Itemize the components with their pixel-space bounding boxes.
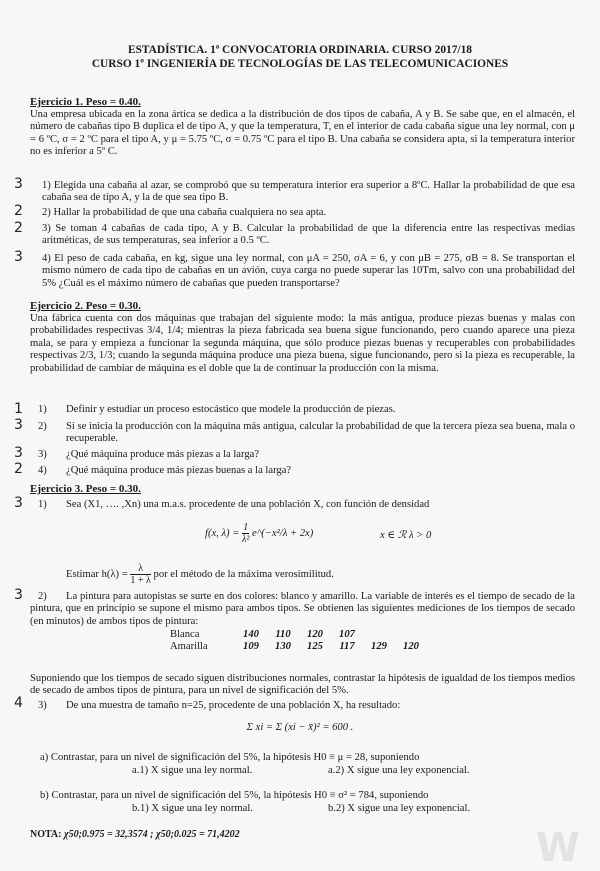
exercise-1-question-4: 4) El peso de cada cabaña, en kg, sigue una ley normal, con μA = 250, σA = 6, y con μB = 275, σB = 8. Se transportan el mismo número de cada tipo de cabañas en un avión, cuya carga no puede superar las 10Tm, salvo con una probabilidad del 5% ¿Cuál es el máximo número de cabañas que pueden transportarse? [42, 253, 575, 289]
note-values: χ50;0.975 = 32,3574 ; χ50;0.025 = 71,4202 [63, 829, 240, 840]
table-cell: 120 [307, 629, 323, 640]
grade-mark: 4 [14, 695, 23, 711]
density-fraction [242, 522, 249, 545]
exercise-1-question-1: 1) Elegida una cabaña al azar, se comprobó que su temperatura interior era superior a 8ºC. Hallar la probabilidad de que esa cabaña sea de tipo A, y la de que sea tipo B. [42, 180, 575, 204]
exercise-2-question-4: ¿Qué máquina produce más piezas buenas a la larga? [66, 465, 292, 476]
exercise-2-question-1: Definir y estudiar un proceso estocástico que modele la producción de piezas. [66, 404, 396, 415]
density-domain: x ∈ ℛ λ > 0 [380, 530, 432, 541]
amarilla-label: Amarilla [170, 641, 208, 653]
exercise-3-part-b1: b.1) X sigue una ley normal. [132, 803, 253, 814]
table-cell: 129 [371, 641, 387, 653]
table-row [170, 629, 430, 641]
exercise-2-question-3: ¿Qué máquina produce más piezas a la larga? [66, 449, 260, 460]
exercise-1-question-2: 2) Hallar la probabilidad de que una cabaña cualquiera no sea apta. [42, 207, 327, 218]
table-cell: 120 [403, 641, 419, 653]
exercise-3-q3-number: 3) [38, 700, 47, 711]
table-cell: 117 [339, 641, 355, 653]
table-cell: 110 [275, 629, 291, 640]
exercise-3-question-2: La pintura para autopistas se surte en dos colores: blanco y amarillo. La variable de interés es el tiempo de secado de la pintura, que en principio se supone el mismo para ambos tipos. Se obtienen las siguientes mediciones de los tiempos de secado (en minutos) de ambos tipos de pintura: [30, 591, 575, 627]
exercise-3-title: Ejercicio 3. Peso = 0.30. [30, 483, 141, 495]
exercise-1-question-3: 3) Se toman 4 cabañas de cada tipo, A y B. Calcular la probabilidad de que la diferencia entre las respectivas medias aritméticas, de sus temperaturas, sea inferior a 0.5 ºC. [42, 223, 575, 247]
exercise-1-intro: Una empresa ubicada en la zona ártica se dedica a la distribución de dos tipos de cabaña, A y B. Se sabe que, en el almacén, el número de cabañas tipo B duplica el de tipo A, y que la temperatura, T, en el interior de cada cabaña sigue una ley normal, con μ = 6 ºC, σ = 2 ºC para el tipo A, y μ = 5.75 ºC, σ = 0.75 ºC para el tipo B. Una cabaña se considera apta, si la temperatura interior no es inferior a 5º C. [30, 109, 575, 158]
estimate-line [66, 563, 334, 586]
table-cell: 125 [307, 641, 323, 653]
exercise-3-part-a2: a.2) X sigue una ley exponencial. [328, 765, 470, 776]
exercise-3-question-3: De una muestra de tamaño n=25, procedente de una población X, ha resultado: [66, 700, 401, 711]
table-cell: 140 [243, 629, 259, 640]
sums-formula: Σ xi = Σ (xi − x̄)² = 600 . [246, 722, 354, 733]
table-cell: 107 [339, 629, 355, 640]
exercise-2-intro: Una fábrica cuenta con dos máquinas que trabajan del siguiente modo: la más antigua, produce piezas buenas y malas con probabilidades respectivas 3/4, 1/4; mientras la pieza fabricada sea buena sigue funcionando, pero cuando aparece una pieza mala, se para y empieza a funcionar la segunda máquina, que sólo produce piezas buenas y recuperables con probabilidades respectivas 2/3, 1/3; cuando la segunda máquina produce una pieza buena, sigue funcionando, pero si la pieza es recuperable, la probabilidad de cambiar de máquina es el doble que la de continuar la producción con la misma. [30, 313, 575, 374]
estimate-denominator: 1 + λ [130, 575, 151, 586]
estimate-prefix: Estimar h(λ) = [66, 568, 128, 580]
header-title-1: ESTADÍSTICA. 1ª CONVOCATORIA ORDINARIA. CURSO 2017/18 [127, 44, 472, 56]
grade-mark: 2 [14, 461, 23, 477]
density-exponential: e^(−x²/λ + 2x) [252, 527, 314, 539]
table-cell [366, 629, 398, 641]
exercise-3-question-1: Sea (X1, …. ,Xn) una m.a.s. procedente de una población X, con función de densidad [66, 499, 430, 510]
exercise-2-title: Ejercicio 2. Peso = 0.30. [30, 300, 141, 312]
table-cell [398, 629, 430, 641]
exercise-3-part-a: a) Contrastar, para un nivel de significación del 5%, la hipótesis H0 ≡ μ = 28, suponiendo [40, 752, 420, 763]
exercise-3-q1-number: 1) [38, 499, 47, 510]
density-formula [205, 522, 313, 545]
grade-mark: 3 [14, 176, 23, 192]
density-denominator: λ² [242, 534, 250, 545]
exercise-3-part-b: b) Contrastar, para un nivel de significación del 5%, la hipótesis H0 ≡ σ² = 784, suponiendo [40, 790, 429, 801]
drying-times-table [170, 629, 430, 654]
grade-mark: 3 [14, 249, 23, 265]
blanca-label: Blanca [170, 629, 200, 640]
grade-mark: 1 [14, 401, 23, 417]
grade-mark: 2 [14, 203, 23, 219]
exercise-3-question-2-conclusion: Suponiendo que los tiempos de secado siguen distribuciones normales, contrastar la hipótesis de igualdad de los tiempos medios de secado de ambos tipos de pintura, para un nivel de significación del 5%. [30, 673, 575, 697]
estimate-suffix: por el método de la máxima verosimilitud. [153, 568, 334, 580]
grade-mark: 3 [14, 417, 23, 433]
table-row [170, 641, 430, 653]
grade-mark: 3 [14, 445, 23, 461]
header-title-2: CURSO 1º INGENIERÍA DE TECNOLOGÍAS DE LAS TELECOMUNICACIONES [91, 58, 509, 70]
estimate-numerator: λ [138, 563, 144, 574]
density-numerator: 1 [243, 522, 249, 533]
exercise-3-part-b2: b.2) X sigue una ley exponencial. [328, 803, 471, 814]
exercise-3-q2-number: 2) [38, 591, 47, 602]
note-label: NOTA: [30, 829, 62, 840]
exercise-2-q2-number: 2) [38, 421, 47, 432]
exercise-2-q4-number: 4) [38, 465, 47, 476]
grade-mark: 3 [14, 587, 23, 603]
grade-mark: 2 [14, 220, 23, 236]
estimate-fraction [130, 563, 151, 586]
note-line [30, 829, 240, 841]
watermark-logo: W [535, 824, 580, 871]
exercise-3-part-a1: a.1) X sigue una ley normal. [132, 765, 253, 776]
table-cell: 109 [243, 641, 259, 653]
density-lhs: f(x, λ) = [205, 527, 240, 539]
exercise-2-question-2: Si se inicia la producción con la máquina más antigua, calcular la probabilidad de que la tercera pieza sea buena, mala o recuperable. [66, 421, 575, 445]
exercise-2-q3-number: 3) [38, 449, 47, 460]
exercise-2-q1-number: 1) [38, 404, 47, 415]
exercise-1-title: Ejercicio 1. Peso = 0.40. [30, 96, 141, 108]
grade-mark: 3 [14, 495, 23, 511]
table-cell: 130 [275, 641, 291, 653]
